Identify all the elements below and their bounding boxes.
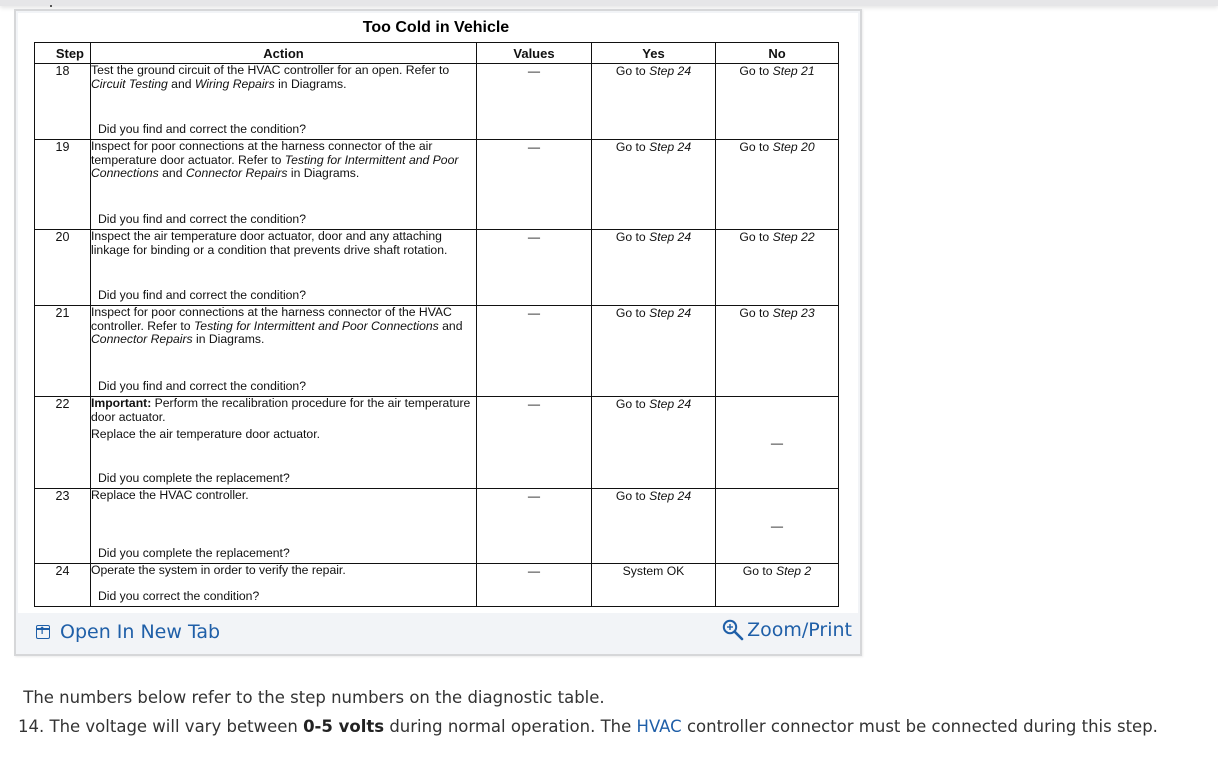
values-dash: — bbox=[527, 489, 541, 503]
no-cell bbox=[716, 230, 839, 306]
no-step-ref: Step 21 bbox=[772, 64, 815, 78]
column-header-action: Action bbox=[91, 43, 477, 64]
action-question: Did you correct the condition? bbox=[98, 588, 260, 603]
step-number: 19 bbox=[35, 140, 91, 230]
step-number: 24 bbox=[35, 564, 91, 607]
values-cell bbox=[477, 397, 592, 489]
hvac-glossary-link[interactable]: HVAC bbox=[636, 717, 682, 736]
no-dash: — bbox=[770, 519, 784, 533]
action-question: Did you find and correct the condition? bbox=[98, 287, 306, 302]
action-text: Replace the HVAC controller. bbox=[91, 488, 249, 502]
yes-cell bbox=[592, 230, 716, 306]
open-in-new-tab-label: Open In New Tab bbox=[60, 621, 221, 643]
action-question: Did you find and correct the condition? bbox=[98, 121, 306, 136]
yes-prefix: Go to bbox=[615, 489, 650, 503]
note-suffix: controller connector must be connected during this step. bbox=[681, 717, 1158, 736]
image-footer-bar bbox=[18, 613, 858, 652]
column-header-step: Step bbox=[35, 43, 91, 64]
no-prefix: Go to bbox=[739, 230, 773, 244]
action-text: Important: Perform the recalibration procedure for the air temperature door actuator. Replace the air temperature door actuator. bbox=[91, 396, 471, 441]
values-cell bbox=[477, 564, 592, 607]
yes-prefix: Go to bbox=[615, 230, 650, 244]
values-dash: — bbox=[527, 64, 541, 78]
no-prefix: Go to bbox=[739, 140, 773, 154]
note-middle: during normal operation. The bbox=[384, 717, 637, 736]
table-header-row bbox=[35, 43, 839, 64]
step-14-note bbox=[18, 712, 1213, 741]
no-prefix: Go to bbox=[742, 564, 776, 578]
tiny-dot-mark bbox=[50, 5, 52, 7]
yes-step-ref: Step 24 bbox=[649, 397, 692, 411]
yes-step-ref: Step 24 bbox=[649, 306, 692, 320]
values-dash: — bbox=[527, 230, 541, 244]
action-text: Inspect the air temperature door actuator, door and any attaching linkage for binding or a condition that prevents drive shaft rotation. bbox=[91, 229, 448, 257]
values-dash: — bbox=[527, 140, 541, 154]
column-header-yes: Yes bbox=[592, 43, 716, 64]
yes-prefix: Go to bbox=[615, 306, 650, 320]
values-cell bbox=[477, 489, 592, 564]
table-row bbox=[35, 230, 839, 306]
table-title: Too Cold in Vehicle bbox=[362, 19, 510, 36]
no-prefix: Go to bbox=[739, 64, 773, 78]
intro-text: The numbers below refer to the step numbers on the diagnostic table. bbox=[23, 688, 605, 707]
action-text: Inspect for poor connections at the harness connector of the air temperature door actuator. Refer to Testing for Intermittent and Poor Connections and Connector Repairs in Diagrams. bbox=[91, 139, 459, 180]
no-step-ref: Step 20 bbox=[772, 140, 815, 154]
no-step-ref: Step 22 bbox=[772, 230, 815, 244]
action-cell bbox=[91, 64, 477, 140]
yes-cell bbox=[592, 564, 716, 607]
yes-cell bbox=[592, 489, 716, 564]
yes-step-ref: Step 24 bbox=[649, 489, 692, 503]
action-cell bbox=[91, 397, 477, 489]
table-row bbox=[35, 140, 839, 230]
no-cell bbox=[716, 397, 839, 489]
open-in-new-tab-link[interactable] bbox=[36, 621, 220, 643]
values-cell bbox=[477, 230, 592, 306]
diagnostic-table bbox=[34, 42, 839, 607]
table-row bbox=[35, 64, 839, 140]
yes-cell bbox=[592, 140, 716, 230]
values-cell bbox=[477, 140, 592, 230]
column-header-no: No bbox=[716, 43, 839, 64]
step-number: 18 bbox=[35, 64, 91, 140]
no-cell bbox=[716, 306, 839, 397]
yes-prefix: Go to bbox=[615, 140, 650, 154]
diagnostic-table-image[interactable] bbox=[18, 13, 858, 613]
no-dash: — bbox=[770, 435, 784, 450]
no-prefix: Go to bbox=[739, 306, 773, 320]
values-cell bbox=[477, 306, 592, 397]
yes-prefix: Go to bbox=[615, 397, 650, 411]
yes-prefix: Go to bbox=[615, 64, 650, 78]
values-dash: — bbox=[527, 397, 541, 411]
action-cell bbox=[91, 564, 477, 607]
table-row bbox=[35, 489, 839, 564]
note-voltage-range: 0-5 volts bbox=[303, 717, 385, 736]
action-question: Did you complete the replacement? bbox=[98, 545, 290, 560]
action-text: Inspect for poor connections at the harness connector of the HVAC controller. Refer to Testing for Intermittent and Poor Connections and Connector Repairs in Diagrams. bbox=[91, 305, 463, 346]
no-cell bbox=[716, 564, 839, 607]
step-number: 21 bbox=[35, 306, 91, 397]
yes-prefix: System OK bbox=[622, 564, 685, 578]
intro-paragraph bbox=[18, 683, 1213, 712]
no-cell bbox=[716, 140, 839, 230]
step-number: 20 bbox=[35, 230, 91, 306]
yes-cell bbox=[592, 306, 716, 397]
action-question: Did you find and correct the condition? bbox=[98, 211, 306, 226]
no-cell bbox=[716, 489, 839, 564]
action-cell bbox=[91, 306, 477, 397]
table-row bbox=[35, 564, 839, 607]
step-number: 22 bbox=[35, 397, 91, 489]
action-question: Did you find and correct the condition? bbox=[98, 378, 306, 393]
zoom-print-label: Zoom/Print bbox=[747, 619, 852, 641]
no-step-ref: Step 2 bbox=[775, 564, 812, 578]
note-prefix: 14. The voltage will vary between bbox=[18, 717, 304, 736]
action-question: Did you complete the replacement? bbox=[98, 470, 290, 485]
values-cell bbox=[477, 64, 592, 140]
values-dash: — bbox=[527, 564, 541, 578]
values-dash: — bbox=[527, 306, 541, 320]
column-header-values: Values bbox=[477, 43, 592, 64]
action-text: Operate the system in order to verify the repair. bbox=[91, 563, 346, 577]
action-cell bbox=[91, 230, 477, 306]
table-row bbox=[35, 306, 839, 397]
no-step-ref: Step 23 bbox=[772, 306, 815, 320]
top-toolbar-edge bbox=[0, 0, 1218, 6]
diagnostic-image-frame bbox=[14, 9, 862, 656]
yes-step-ref: Step 24 bbox=[649, 230, 692, 244]
zoom-print-link[interactable] bbox=[721, 619, 852, 641]
no-cell bbox=[716, 64, 839, 140]
table-row bbox=[35, 397, 839, 489]
article-body bbox=[18, 683, 1213, 741]
step-number: 23 bbox=[35, 489, 91, 564]
yes-cell bbox=[592, 64, 716, 140]
action-text: Test the ground circuit of the HVAC controller for an open. Refer to Circuit Testing and Wiring Repairs in Diagrams. bbox=[91, 63, 450, 91]
action-cell bbox=[91, 489, 477, 564]
open-in-new-tab-icon bbox=[36, 625, 50, 639]
yes-cell bbox=[592, 397, 716, 489]
action-cell bbox=[91, 140, 477, 230]
yes-step-ref: Step 24 bbox=[649, 64, 692, 78]
yes-step-ref: Step 24 bbox=[649, 140, 692, 154]
zoom-in-magnifier-icon bbox=[721, 619, 745, 641]
